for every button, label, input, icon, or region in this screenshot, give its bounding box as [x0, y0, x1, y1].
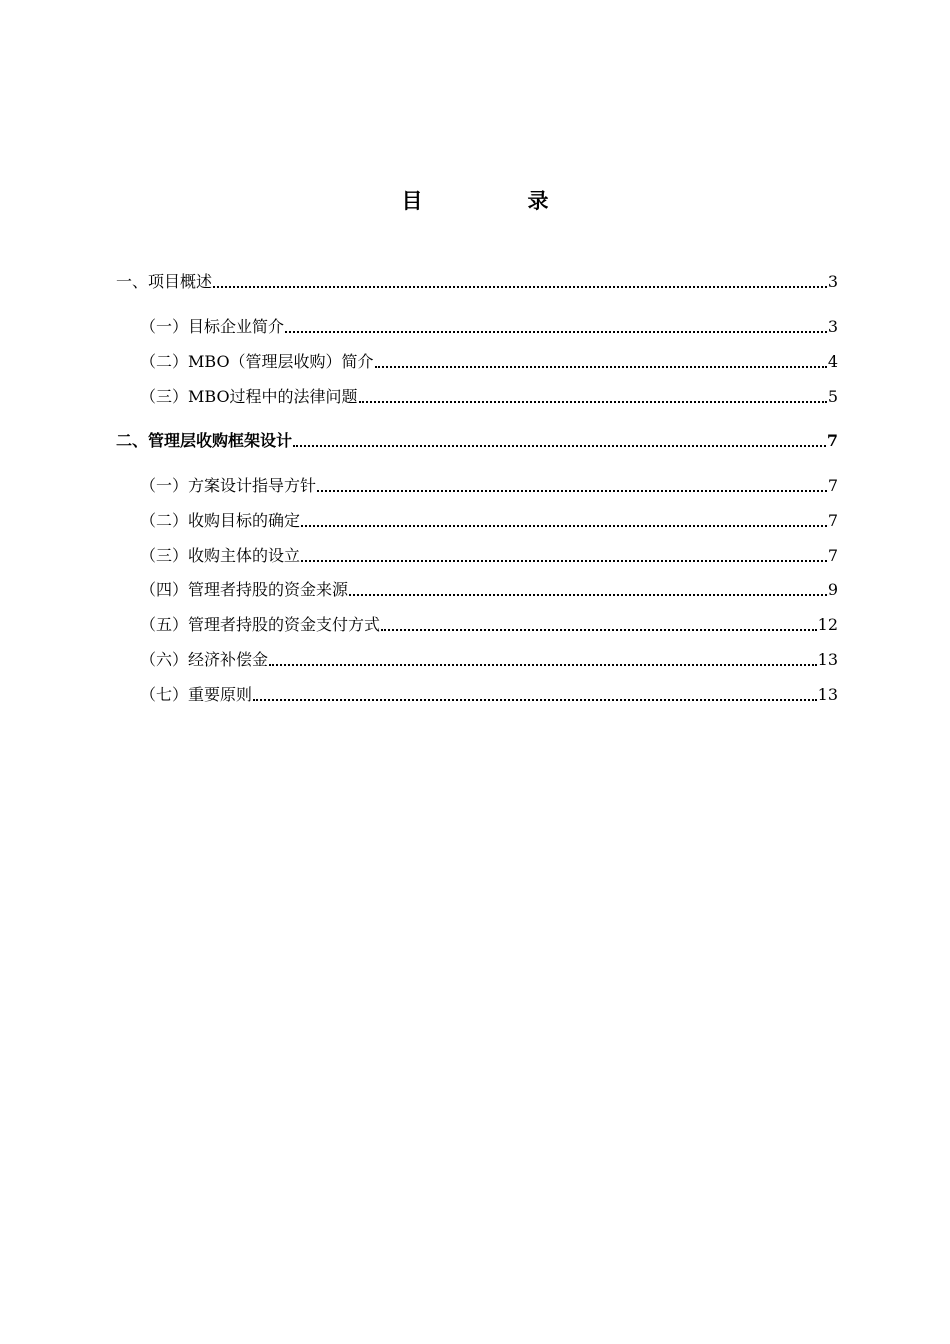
toc-page-number: 4 — [827, 352, 838, 371]
page-title: 目 录 — [401, 189, 591, 213]
toc-entry-2-1[interactable] — [140, 472, 838, 496]
toc-dot-leader — [317, 490, 827, 492]
toc-entry-text: 二、管理层收购框架设计 — [116, 431, 293, 450]
toc-entry-text: （一）目标企业简介 — [140, 317, 285, 336]
toc-page-number: 13 — [817, 685, 838, 704]
toc-entry-1-1[interactable] — [140, 313, 838, 337]
toc-dot-leader — [301, 525, 827, 527]
toc-dot-leader — [213, 286, 827, 288]
toc-entry-text: （三）收购主体的设立 — [140, 546, 301, 565]
toc-page-number: 5 — [827, 387, 838, 406]
toc-page-number: 7 — [827, 476, 838, 495]
toc-page-number: 3 — [827, 272, 838, 291]
toc-entry-text: 一、项目概述 — [116, 272, 213, 291]
toc-entry-text: （六）经济补偿金 — [140, 650, 269, 669]
toc-entry-2-7[interactable] — [140, 681, 838, 705]
toc-entry-text: （一）方案设计指导方针 — [140, 476, 317, 495]
toc-page-number: 3 — [827, 317, 838, 336]
toc-entry-text: （二）收购目标的确定 — [140, 511, 301, 530]
toc-entry-section-2[interactable] — [116, 427, 838, 451]
toc-page-number: 12 — [817, 615, 838, 634]
toc-entry-section-1[interactable] — [116, 268, 838, 292]
toc-entry-text: （五）管理者持股的资金支付方式 — [140, 615, 381, 634]
toc-dot-leader — [301, 560, 827, 562]
toc-dot-leader — [359, 401, 827, 403]
toc-page-number: 13 — [817, 650, 838, 669]
toc-dot-leader — [293, 445, 826, 447]
toc-page-number: 7 — [827, 546, 838, 565]
toc-entry-2-3[interactable] — [140, 542, 838, 566]
toc-dot-leader — [349, 594, 827, 596]
toc-entry-text: （三）MBO过程中的法律问题 — [140, 387, 358, 406]
toc-entry-text: （七）重要原则 — [140, 685, 253, 704]
toc-dot-leader — [375, 366, 827, 368]
toc-page-number: 7 — [827, 511, 838, 530]
toc-page-number: 7 — [826, 431, 838, 450]
toc-entry-2-5[interactable] — [140, 611, 838, 635]
toc-dot-leader — [269, 664, 817, 666]
toc-entry-1-3[interactable] — [140, 383, 838, 407]
toc-entry-2-6[interactable] — [140, 646, 838, 670]
toc-entry-2-2[interactable] — [140, 507, 838, 531]
toc-entry-1-2[interactable] — [140, 348, 838, 372]
toc-entry-2-4[interactable] — [140, 576, 838, 600]
toc-dot-leader — [381, 629, 817, 631]
toc-page-number: 9 — [827, 580, 838, 599]
toc-dot-leader — [285, 331, 827, 333]
toc-entry-text: （二）MBO（管理层收购）简介 — [140, 352, 374, 371]
toc-entry-text: （四）管理者持股的资金来源 — [140, 580, 349, 599]
toc-dot-leader — [253, 699, 817, 701]
